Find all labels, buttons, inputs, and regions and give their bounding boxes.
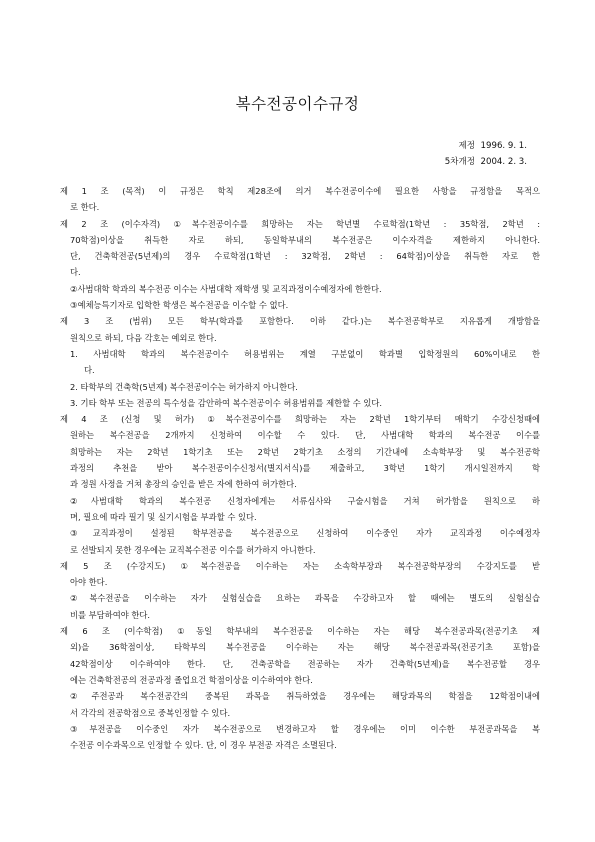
document-line: 비를 부담하여야 한다. bbox=[70, 609, 151, 620]
document-line: 2. 타학부의 건축학(5년제) 복수전공이수는 허가하지 아니한다. bbox=[70, 381, 298, 392]
document-line: 42학점이상 이수하여야 한다. 단, 건축공학을 전공하는 자가 건축학(5년제)을 복수전공할 경우 bbox=[70, 658, 540, 669]
document-line: 다. bbox=[70, 267, 81, 278]
revision-dates bbox=[445, 138, 527, 170]
document-title: 복수전공이수규정 bbox=[235, 95, 360, 113]
document-line: 제 5 조 (수강지도) ①복수전공을 이수하는 자는 소속학부장과 복수전공학부장의 수강지도를 받 bbox=[60, 560, 540, 571]
document-body bbox=[60, 183, 540, 753]
document-line: ②복수전공을 이수하는 자가 실험실습을 요하는 과목을 수강하고자 할 때에는 별도의 실험실습 bbox=[70, 593, 540, 604]
document-line: 원칙으로 하되, 다음 각호는 예외로 한다. bbox=[70, 332, 217, 343]
document-line: 제 6 조 (이수학점) ①동일 학부내의 복수전공을 이수하는 자는 해당 복수전공과목(전공기초 제 bbox=[60, 626, 540, 637]
document-line: 3. 기타 학부 또는 전공의 특수성을 감안하여 복수전공이수 허용범위를 제한할 수 있다. bbox=[70, 397, 383, 408]
document-line: 며, 필요에 따라 필기 및 실기시험을 부과할 수 있다. bbox=[70, 511, 257, 522]
document-line: 과 정원 사정을 거쳐 총장의 승인을 받은 자에 한하여 허가한다. bbox=[70, 479, 297, 490]
document-line: ②주전공과 복수전공간의 중복된 과목을 취득하였을 경우에는 해당과목의 학점을 12학점이내에 bbox=[70, 691, 540, 702]
document-line: 1. 사범대학 학과의 복수전공이수 허용범위는 계열 구분없이 학과별 입학정원의 60%이내로 한 bbox=[70, 348, 540, 359]
document-line: 원하는 복수전공을 2개까지 신청하여 이수할 수 있다. 단, 사범대학 학과의 복수전공 이수를 bbox=[70, 430, 540, 441]
document-line: 아야 한다. bbox=[70, 577, 108, 588]
document-line: 제 1 조 (목적) 이 규정은 학칙 제28조에 의거 복수전공이수에 필요한 사항을 규정함을 목적으 bbox=[60, 186, 540, 196]
enacted-date: 제정 1996. 9. 1. bbox=[458, 141, 527, 151]
document-line: 제 2 조 (이수자격) ①복수전공이수를 희망하는 자는 학년별 수료학점(1학년 : 35학점, 2학년 : bbox=[60, 218, 540, 229]
document-line: ②사범대학 학과의 복수전공 신청자에게는 서류심사와 구술시험을 거쳐 허가함을 원칙으로 하 bbox=[70, 495, 540, 506]
document-line: 70학점)이상을 취득한 자로 하되, 동일학부내의 복수전공은 이수자격을 제한하지 아니한다. bbox=[70, 234, 540, 245]
document-line: 로 선발되지 못한 경우에는 교직복수전공 이수를 허가하지 아니한다. bbox=[70, 544, 316, 555]
document-line: ③부전공을 이수중인 자가 복수전공으로 변경하고자 할 경우에는 이미 이수한 부전공과목을 복 bbox=[70, 723, 540, 734]
document-line: 과정의 추천을 받아 복수전공이수신청서(별지서식)를 제출하고, 3학년 1학기 개시일전까지 학 bbox=[70, 463, 540, 474]
document-line: ③예체능특기자로 입학한 학생은 복수전공을 이수할 수 없다. bbox=[70, 300, 289, 311]
document-line: 제 4 조 (신청 및 허가) ①복수전공이수를 희망하는 자는 2학년 1학기부터 매학기 수강신청때에 bbox=[60, 414, 540, 425]
document-line: 외)을 36학점이상, 타학부의 복수전공을 이수하는 자는 해당 복수전공과목(전공기초 포함)을 bbox=[70, 642, 540, 653]
revised-date: 5차개정 2004. 2. 3. bbox=[444, 157, 527, 167]
document-line: 단, 건축학전공(5년제)의 경우 수료학점(1학년 : 32학점, 2학년 : 64학점)이상을 취득한 자로 한 bbox=[70, 251, 540, 262]
document-line: 에는 건축학전공의 전공과정 졸업요건 학점이상을 이수하여야 한다. bbox=[70, 674, 313, 685]
document-line: 희망하는 자는 2학년 1학기초 또는 2학년 2학기초 소정의 기간내에 소속학부장 및 복수전공학 bbox=[70, 446, 540, 457]
document-line: ②사범대학 학과의 복수전공 이수는 사범대학 재학생 및 교직과정이수예정자에 한한다. bbox=[70, 283, 382, 294]
document-line: 다. bbox=[84, 365, 95, 376]
document-line: 로 한다. bbox=[70, 202, 100, 213]
document-line: 수전공 이수과목으로 인정할 수 있다. 단, 이 경우 부전공 자격은 소멸된다. bbox=[70, 740, 337, 751]
document-line: 제 3 조 (범위) 모든 학부(학과를 포함한다. 이하 같다.)는 복수전공학부로 지유롭게 개방함을 bbox=[60, 316, 540, 327]
document-line: ③교직과정이 설정된 학부전공을 복수전공으로 신청하여 이수중인 자가 교직과정 이수예정자 bbox=[70, 528, 540, 539]
document-line: 서 각각의 전공학점으로 중복인정할 수 있다. bbox=[70, 707, 231, 718]
